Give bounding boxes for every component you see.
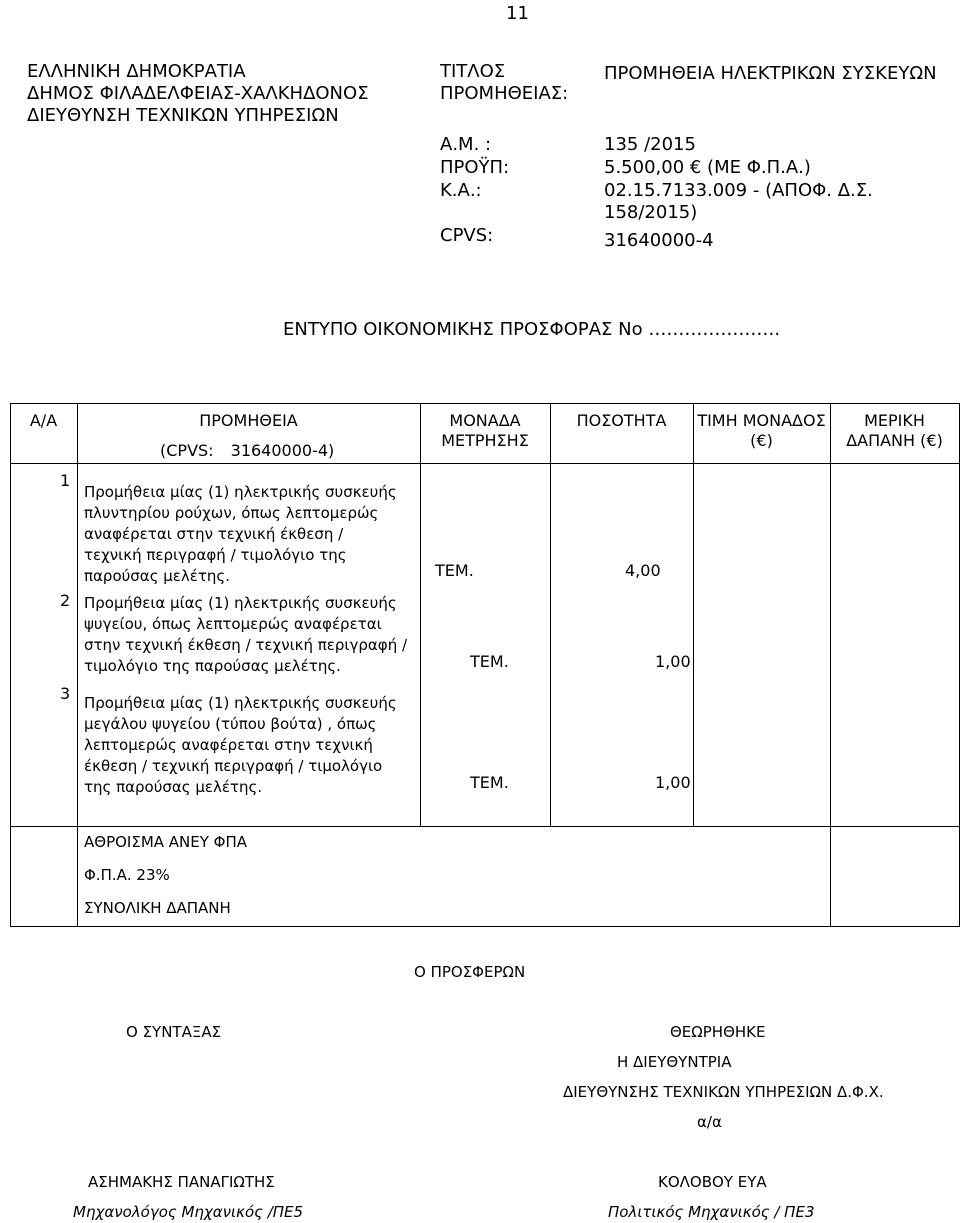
vat-label: Φ.Π.Α. 23% bbox=[84, 866, 170, 884]
row-unit: ΤΕΜ. bbox=[470, 652, 509, 671]
author-title: Μηχανολόγος Μηχανικός /ΠΕ5 bbox=[73, 1203, 304, 1221]
procurement-title: ΠΡΟΜΗΘΕΙΑ ΗΛΕΚΤΡΙΚΩΝ ΣΥΣΚΕΥΩΝ bbox=[604, 63, 937, 84]
budget-label: ΠΡΟΫΠ: bbox=[440, 157, 510, 178]
director-label: Η ΔΙΕΥΘΥΝΤΡΙΑ bbox=[617, 1053, 732, 1071]
author-name: ΑΣΗΜΑΚΗΣ ΠΑΝΑΓΙΩΤΗΣ bbox=[88, 1173, 275, 1191]
header-subtotal-line2: ΔΑΠΑΝΗ (€) bbox=[846, 431, 943, 450]
header-unit-price-line2: (€) bbox=[750, 431, 773, 450]
cpvs-label: CPVS: bbox=[440, 225, 494, 246]
header-item-cpvs: (CPVS: 31640000-4) bbox=[160, 441, 335, 460]
header-item: ΠΡΟΜΗΘΕΙΑ bbox=[199, 411, 298, 430]
row-unit: ΤΕΜ. bbox=[435, 561, 474, 580]
department-label: ΔΙΕΥΘΥΝΣΗΣ ΤΕΧΝΙΚΩΝ ΥΠΗΡΕΣΙΩΝ Δ.Φ.Χ. bbox=[563, 1083, 884, 1101]
budget-value: 5.500,00 € (ΜΕ Φ.Π.Α.) bbox=[604, 157, 811, 178]
ka-value-line1: 02.15.7133.009 - (ΑΠΟΦ. Δ.Σ. bbox=[604, 180, 873, 201]
form-title: ΕΝΤΥΠΟ ΟΙΚΟΝΟΜΙΚΗΣ ΠΡΟΣΦΟΡΑΣ Νο …………………. bbox=[283, 319, 781, 340]
ka-value-line2: 158/2015) bbox=[604, 202, 698, 223]
row-unit: ΤΕΜ. bbox=[470, 773, 509, 792]
header-quantity: ΠΟΣΟΤΗΤΑ bbox=[576, 411, 667, 430]
header-unit-line2: ΜΕΤΡΗΣΗΣ bbox=[441, 431, 529, 450]
approved-label: ΘΕΩΡΗΘΗΚΕ bbox=[670, 1023, 766, 1041]
cpvs-value: 31640000-4 bbox=[604, 230, 714, 251]
issuer-municipality: ΔΗΜΟΣ ΦΙΛΑΔΕΛΦΕΙΑΣ-ΧΑΛΚΗΔΟΝΟΣ bbox=[27, 83, 369, 104]
header-subtotal-line1: ΜΕΡΙΚΗ bbox=[864, 411, 925, 430]
ka-label: Κ.Α.: bbox=[440, 180, 482, 201]
header-unit-price-line1: ΤΙΜΗ ΜΟΝΑΔΟΣ bbox=[697, 411, 826, 430]
header-unit-line1: ΜΟΝΑΔΑ bbox=[449, 411, 521, 430]
subtotal-label: ΑΘΡΟΙΣΜΑ ΑΝΕΥ ΦΠΑ bbox=[84, 833, 248, 851]
row-description: Προμήθεια μίας (1) ηλεκτρικής συσκευής μεγάλου ψυγείου (τύπου βούτα) , όπως λεπτομερώς αναφέρεται στην τεχνική έκθεση / τεχνική περιγραφή / τιμολόγιο της παρούσας μελέτης. bbox=[84, 694, 397, 796]
grand-total-label: ΣΥΝΟΛΙΚΗ ΔΑΠΑΝΗ bbox=[84, 899, 231, 917]
am-label: Α.Μ. : bbox=[440, 134, 492, 155]
title-label-line1: ΤΙΤΛΟΣ bbox=[440, 61, 506, 82]
row-number: 2 bbox=[60, 591, 71, 610]
am-value: 135 /2015 bbox=[604, 134, 696, 155]
row-description: Προμήθεια μίας (1) ηλεκτρικής συσκευής ψυγείου, όπως λεπτομερώς αναφέρεται στην τεχνική έκθεση / τεχνική περιγραφή / τιμολόγιο της παρούσας μελέτης. bbox=[84, 594, 408, 675]
row-quantity: 1,00 bbox=[655, 773, 691, 792]
row-quantity: 1,00 bbox=[655, 652, 691, 671]
author-role: Ο ΣΥΝΤΑΞΑΣ bbox=[126, 1023, 222, 1041]
director-name: ΚΟΛΟΒΟΥ ΕΥΑ bbox=[658, 1173, 767, 1191]
header-aa: Α/Α bbox=[29, 411, 58, 430]
row-number: 1 bbox=[60, 471, 71, 490]
issuer-country: ΕΛΛΗΝΙΚΗ ΔΗΜΟΚΡΑΤΙΑ bbox=[27, 61, 246, 82]
page-number: 11 bbox=[506, 3, 529, 24]
row-quantity: 4,00 bbox=[625, 561, 661, 580]
director-title: Πολιτικός Μηχανικός / ΠΕ3 bbox=[608, 1203, 815, 1221]
row-description: Προμήθεια μίας (1) ηλεκτρικής συσκευής πλυντηρίου ρούχων, όπως λεπτομερώς αναφέρεται στην τεχνική έκθεση / τεχνική περιγραφή / τιμολόγιο της παρούσας μελέτης. bbox=[84, 483, 397, 585]
bidder-label: Ο ΠΡΟΣΦΕΡΩΝ bbox=[414, 963, 526, 981]
aa-note: α/α bbox=[697, 1113, 722, 1131]
issuer-department: ΔΙΕΥΘΥΝΣΗ ΤΕΧΝΙΚΩΝ ΥΠΗΡΕΣΙΩΝ bbox=[27, 105, 339, 126]
row-number: 3 bbox=[60, 684, 71, 703]
title-label-line2: ΠΡΟΜΗΘΕΙΑΣ: bbox=[440, 83, 569, 104]
